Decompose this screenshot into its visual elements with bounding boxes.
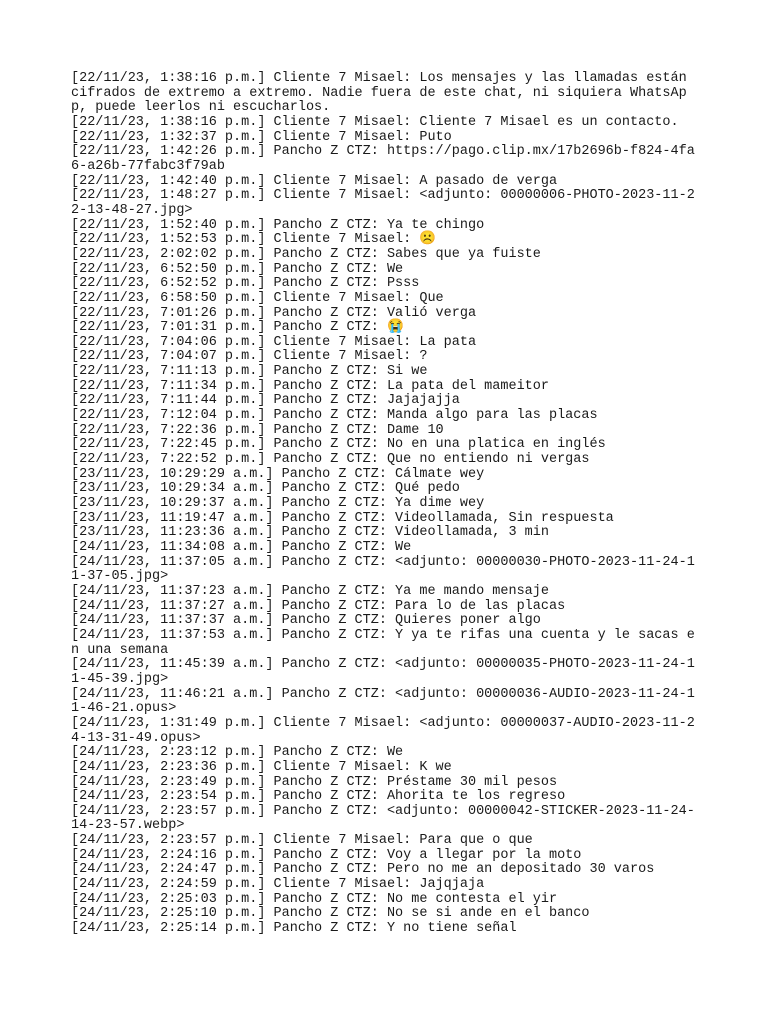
chat-message: [24/11/23, 11:46:21 a.m.] Pancho Z CTZ: <adjunto: 00000036-AUDIO-2023-11-24-11-46-21.opus> xyxy=(71,686,695,717)
chat-message: [24/11/23, 2:23:54 p.m.] Pancho Z CTZ: Ahorita te los regreso xyxy=(71,789,566,805)
chat-message: [23/11/23, 10:29:37 a.m.] Pancho Z CTZ: Ya dime wey xyxy=(71,496,485,512)
chat-message: [22/11/23, 2:02:02 p.m.] Pancho Z CTZ: Sabes que ya fuiste xyxy=(71,246,541,262)
chat-message: [24/11/23, 2:24:59 p.m.] Cliente 7 Misael: Jajqjaja xyxy=(71,877,485,893)
chat-message: [22/11/23, 7:11:44 p.m.] Pancho Z CTZ: Jajajajja xyxy=(71,393,460,409)
chat-message: [22/11/23, 7:12:04 p.m.] Pancho Z CTZ: Manda algo para las placas xyxy=(71,408,598,424)
chat-message: [22/11/23, 1:48:27 p.m.] Cliente 7 Misael: <adjunto: 00000006-PHOTO-2023-11-22-13-48-27.jpg> xyxy=(71,188,695,218)
chat-message: [24/11/23, 1:31:49 p.m.] Cliente 7 Misael: <adjunto: 00000037-AUDIO-2023-11-24-13-31-49.opus> xyxy=(71,715,695,746)
chat-message: [22/11/23, 7:04:07 p.m.] Cliente 7 Misael: ? xyxy=(71,349,428,365)
chat-message: [22/11/23, 7:04:06 p.m.] Cliente 7 Misael: La pata xyxy=(71,334,477,350)
chat-message: [22/11/23, 7:22:36 p.m.] Pancho Z CTZ: Dame 10 xyxy=(71,422,444,438)
chat-message: [22/11/23, 1:42:26 p.m.] Pancho Z CTZ: https://pago.clip.mx/17b2696b-f824-4fa6-a26b-77fabc3f79ab xyxy=(71,144,695,174)
chat-message: [22/11/23, 1:42:40 p.m.] Cliente 7 Misael: A pasado de verga xyxy=(71,173,558,189)
chat-message: [22/11/23, 7:11:13 p.m.] Pancho Z CTZ: Si we xyxy=(71,364,428,380)
chat-message: [24/11/23, 2:25:14 p.m.] Pancho Z CTZ: Y no tiene señal xyxy=(71,921,517,937)
chat-message: [24/11/23, 2:24:16 p.m.] Pancho Z CTZ: Voy a llegar por la moto xyxy=(71,847,582,863)
chat-message: [22/11/23, 1:38:16 p.m.] Cliente 7 Misael: Cliente 7 Misael es un contacto. xyxy=(71,114,679,130)
chat-message: [24/11/23, 11:37:05 a.m.] Pancho Z CTZ: <adjunto: 00000030-PHOTO-2023-11-24-11-37-05.jpg> xyxy=(71,554,695,585)
chat-message: [23/11/23, 10:29:34 a.m.] Pancho Z CTZ: Qué pedo xyxy=(71,481,460,497)
chat-message: [23/11/23, 11:19:47 a.m.] Pancho Z CTZ: Videollamada, Sin respuesta xyxy=(71,510,614,526)
chat-message: [22/11/23, 7:22:45 p.m.] Pancho Z CTZ: No en una platica en inglés xyxy=(71,437,606,453)
chat-message: [22/11/23, 6:52:50 p.m.] Pancho Z CTZ: We xyxy=(71,261,404,277)
chat-message: [23/11/23, 11:23:36 a.m.] Pancho Z CTZ: Videollamada, 3 min xyxy=(71,525,549,541)
chat-message: [22/11/23, 7:01:26 p.m.] Pancho Z CTZ: Valió verga xyxy=(71,305,477,321)
chat-message: [22/11/23, 1:32:37 p.m.] Cliente 7 Misael: Puto xyxy=(71,129,452,145)
chat-message: [24/11/23, 2:25:10 p.m.] Pancho Z CTZ: No se si ande en el banco xyxy=(71,906,590,922)
chat-message: [24/11/23, 11:37:37 a.m.] Pancho Z CTZ: Quieres poner algo xyxy=(71,613,541,629)
chat-message: [24/11/23, 2:23:36 p.m.] Cliente 7 Misael: K we xyxy=(71,759,452,775)
chat-message: [22/11/23, 6:52:52 p.m.] Pancho Z CTZ: Psss xyxy=(71,276,420,292)
chat-message: [23/11/23, 10:29:29 a.m.] Pancho Z CTZ: Cálmate wey xyxy=(71,466,485,482)
chat-message: [24/11/23, 2:24:47 p.m.] Pancho Z CTZ: Pero no me an depositado 30 varos xyxy=(71,862,655,878)
chat-message: [22/11/23, 7:01:31 p.m.] Pancho Z CTZ: 😭 xyxy=(71,320,404,336)
chat-message: [22/11/23, 7:11:34 p.m.] Pancho Z CTZ: La pata del mameitor xyxy=(71,378,549,394)
chat-transcript xyxy=(71,72,701,937)
chat-message: [24/11/23, 2:25:03 p.m.] Pancho Z CTZ: No me contesta el yir xyxy=(71,891,558,907)
chat-message: [24/11/23, 2:23:12 p.m.] Pancho Z CTZ: We xyxy=(71,745,404,761)
chat-message: [24/11/23, 11:34:08 a.m.] Pancho Z CTZ: We xyxy=(71,540,412,555)
chat-message: [24/11/23, 11:37:53 a.m.] Pancho Z CTZ: Y ya te rifas una cuenta y le sacas en una semana xyxy=(71,627,695,658)
chat-message: [24/11/23, 11:37:27 a.m.] Pancho Z CTZ: Para lo de las placas xyxy=(71,598,566,614)
chat-message: [24/11/23, 11:45:39 a.m.] Pancho Z CTZ: <adjunto: 00000035-PHOTO-2023-11-24-11-45-39.jpg> xyxy=(71,657,695,687)
chat-message: [22/11/23, 6:58:50 p.m.] Cliente 7 Misael: Que xyxy=(71,290,444,306)
chat-message: [24/11/23, 2:23:57 p.m.] Pancho Z CTZ: <adjunto: 00000042-STICKER-2023-11-24-14-23-57.webp> xyxy=(71,803,695,834)
chat-message: [24/11/23, 2:23:57 p.m.] Cliente 7 Misael: Para que o que xyxy=(71,833,533,849)
chat-message: [22/11/23, 7:22:52 p.m.] Pancho Z CTZ: Que no entiendo ni vergas xyxy=(71,452,590,468)
chat-message: [22/11/23, 1:52:53 p.m.] Cliente 7 Misael: ☹️ xyxy=(71,232,437,248)
chat-message: [22/11/23, 1:52:40 p.m.] Pancho Z CTZ: Ya te chingo xyxy=(71,217,485,233)
chat-message: [24/11/23, 2:23:49 p.m.] Pancho Z CTZ: Préstame 30 mil pesos xyxy=(71,774,558,790)
chat-message: [22/11/23, 1:38:16 p.m.] Cliente 7 Misael: Los mensajes y las llamadas están cifrados de extremo a extremo. Nadie fuera de este chat, ni siquiera WhatsApp, puede leerlos ni escucharlos. xyxy=(71,71,695,116)
chat-message: [24/11/23, 11:37:23 a.m.] Pancho Z CTZ: Ya me mando mensaje xyxy=(71,583,549,599)
